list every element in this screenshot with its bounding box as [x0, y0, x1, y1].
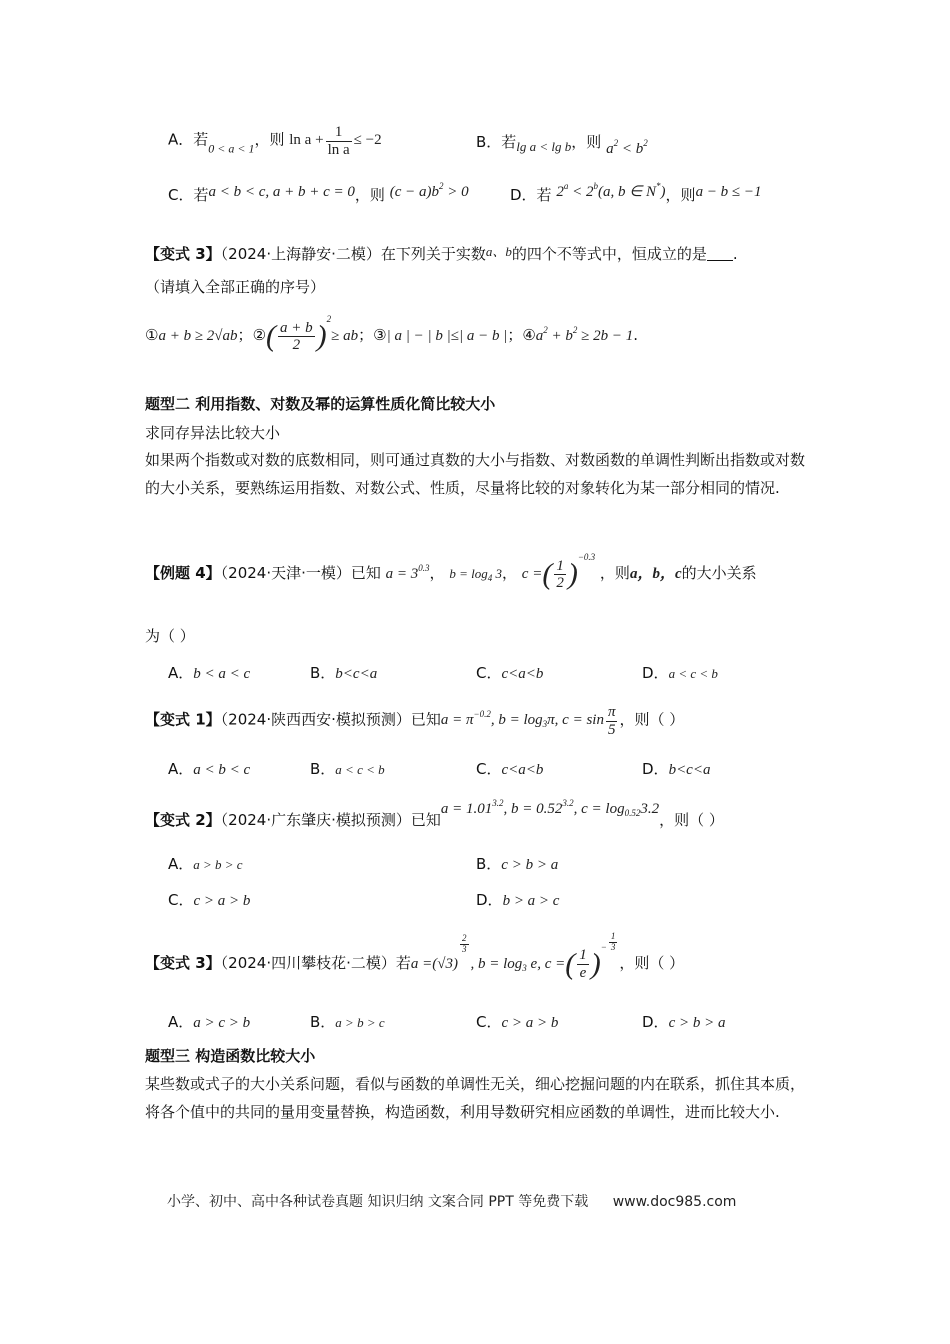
example4-option-b[interactable]: B．b<c<a	[310, 664, 378, 682]
variant1-math: $a = \pi^{-0.2}$, $b = \log_3\pi$, c = sin $\frac{\pi}{5}$	[440, 704, 616, 738]
variant-tag: 【变式 3】	[145, 953, 221, 972]
variant3-shanghai-line2: （请填入全部正确的序号）	[145, 278, 326, 296]
section3-paragraph: 某些数或式子的大小关系问题，看似与函数的单调性无关，细心挖掘问题的内在联系，抓住其本质，将各个值中的共同的量用变量替换，构造函数，利用导数研究相应函数的单调性，进而比较大小.	[145, 1075, 806, 1121]
option-b-condition: lg a < lg b	[516, 139, 572, 154]
footer	[167, 1191, 736, 1211]
section3-heading: 题型三 构造函数比较大小	[145, 1047, 316, 1065]
section2-paragraph: 如果两个指数或对数的底数相同，则可通过真数的大小与指数、对数函数的单调性判断出指数或对数的大小关系，要熟练运用指数、对数公式、性质，尽量将比较的对象转化为某一部分相同的情况.	[145, 451, 806, 497]
option-c-prev: C．若a < b < c, a + b + c = 0，则 $(c - a)b^2 > 0$	[168, 181, 469, 204]
section2-heading: 题型二 利用指数、对数及幂的运算性质化简比较大小	[145, 395, 496, 413]
variant2-option-b[interactable]: B．c > b > a	[476, 855, 559, 873]
variant-tag: 【变式 1】	[145, 710, 221, 729]
example4-b: $b = \log_4 3$	[449, 566, 502, 583]
option-b-result: $a^2 < b^2$	[606, 138, 648, 157]
option-b-prev: B．若lg a < lg b，则 $a^2 < b^2$	[476, 133, 648, 157]
example4-option-c[interactable]: C．c<a<b	[476, 664, 544, 682]
footer-url[interactable]: www.doc985.com	[612, 1194, 737, 1210]
variant2-option-d[interactable]: D．b > a > c	[476, 891, 560, 909]
variant3b-option-c[interactable]: C．c > a > b	[476, 1013, 559, 1031]
variant1-option-c[interactable]: C．c<a<b	[476, 760, 544, 778]
variant2-option-c[interactable]: C．c > a > b	[168, 891, 251, 909]
variant3-sichuan-stem: 【变式 3】（2024·四川攀枝花·二模）若a =(√3) $\frac{2}{3}$ , $b = \log_3 e$, c =( $\frac{1}{e}$ )− $\frac{1}{3}$ ，则（ ）	[145, 931, 685, 981]
example4-option-a[interactable]: A．b < a < c	[168, 664, 251, 682]
variant3b-option-b[interactable]: B．a > b > c	[310, 1013, 385, 1031]
section2-subheading: 求同存异法比较大小	[145, 424, 281, 442]
variant3-shanghai-line1: 【变式 3】（2024·上海静安·二模）在下列关于实数a、b的四个不等式中，恒成立的是 .	[145, 244, 738, 263]
variant2-option-a[interactable]: A．a > b > c	[168, 855, 243, 873]
example4-stem-line2: 为（ ）	[145, 627, 195, 645]
item-2-math: ( $\frac{a + b}{2}$ )$^2$≥ ab	[266, 314, 359, 354]
variant-tag: 【变式 2】	[145, 811, 221, 829]
example-tag: 【例题 4】	[145, 564, 221, 582]
option-c-result: $(c - a)b^2 > 0$	[389, 181, 469, 200]
item-3-math: | a | − | b |≤| a − b |	[386, 328, 508, 344]
variant2-math: $a = 1.01^{3.2}$, $b = 0.52^{3.2}$, $c = \log_{0.52}3.2$	[440, 798, 660, 818]
option-c-condition: a < b < c, a + b + c = 0	[208, 184, 355, 200]
option-a-result: ln a + $\frac{1}{\text{ln a}}$ ≤ −2	[289, 124, 382, 158]
option-a-prev: A．若$_{0 < a < 1}$，则 ln a + $\frac{1}{\text{ln a}}$ ≤ −2	[168, 124, 382, 158]
footer-text: 小学、初中、高中各种试卷真题 知识归纳 文案合同 PPT 等免费下载	[167, 1194, 589, 1210]
example4-a: $a = 3^{0.3}$	[385, 563, 430, 582]
option-d-condition: $2^a < 2^b(a$, b ∈ N*)	[556, 181, 666, 200]
variant3b-math: a =(√3) $\frac{2}{3}$ , $b = \log_3 e$, c =( $\frac{1}{e}$ )− $\frac{1}{3}$	[410, 931, 616, 981]
option-d-result: a − b ≤ −1	[695, 184, 762, 200]
answer-blank[interactable]	[707, 246, 733, 261]
variant2-stem: 【变式 2】（2024·广东肇庆·模拟预测）已知$a = 1.01^{3.2}$, $b = 0.52^{3.2}$, $c = \log_{0.52}3.2$，则（ ）	[145, 798, 724, 829]
variant-tag: 【变式 3】	[145, 245, 221, 263]
variant1-option-d[interactable]: D．b<c<a	[642, 760, 711, 778]
example4-c: c =( $\frac{1}{2}$ )$^{-0.3}$	[521, 552, 596, 592]
variant3b-option-d[interactable]: D．c > b > a	[642, 1013, 726, 1031]
option-d-prev: D．若 $2^a < 2^b(a$, b ∈ N*)，则a − b ≤ −1	[510, 181, 762, 204]
variant1-option-b[interactable]: B．a < c < b	[310, 760, 385, 778]
variant3-shanghai-items: ①a + b ≥ 2√ab；②( $\frac{a + b}{2}$ )$^2$≥ ab；③| a | − | b |≤| a − b |；$④a^2 + b^2 \ge 2b - 1$.	[145, 314, 639, 354]
item-1-math: a + b ≥ 2√ab	[158, 328, 238, 344]
variant1-option-a[interactable]: A．a < b < c	[168, 760, 251, 778]
example4-option-d[interactable]: D．a < c < b	[642, 664, 718, 682]
option-a-condition: 0 < a < 1	[208, 141, 255, 156]
variant3b-option-a[interactable]: A．a > c > b	[168, 1013, 251, 1031]
example4-stem: 【例题 4】（2024·天津·一模）已知 $a = 3^{0.3}$， $b = \log_4 3$， c =( $\frac{1}{2}$ )$^{-0.3}$ ，则a，b，c的大小关系	[145, 552, 757, 592]
variant1-stem: 【变式 1】（2024·陕西西安·模拟预测）已知$a = \pi^{-0.2}$, $b = \log_3\pi$, c = sin $\frac{\pi}{5}$ ，则（ ）	[145, 704, 685, 738]
item-4-math: $a^2 + b^2 \ge 2b - 1$	[535, 325, 634, 344]
